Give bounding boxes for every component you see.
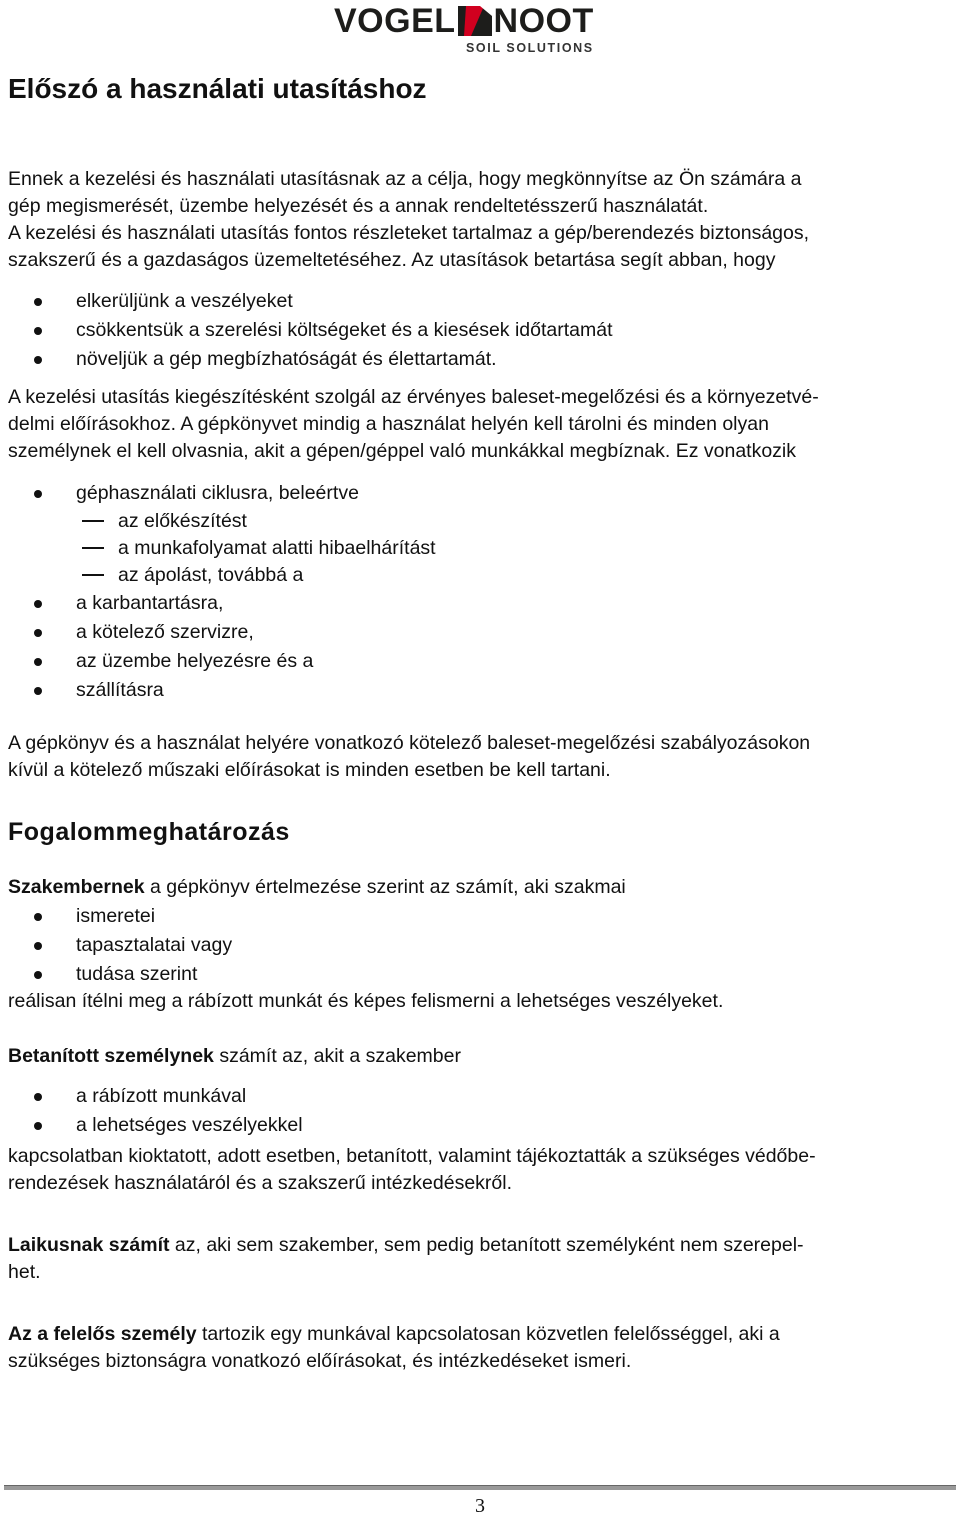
- closing-paragraph: [8, 730, 953, 784]
- bullet-icon: [34, 942, 42, 950]
- list-item: ismeretei: [0, 902, 232, 931]
- bullet-icon: [34, 913, 42, 921]
- logo-tagline: SOIL SOLUTIONS: [466, 41, 594, 55]
- trained-definition: Betanított személynek számít az, akit a szakember: [8, 1045, 461, 1067]
- bullet-icon: [34, 687, 42, 695]
- bullet-icon: [34, 327, 42, 335]
- bullet-icon: [34, 629, 42, 637]
- logo-brand-left: VOGEL: [334, 2, 456, 40]
- bullet-icon: [34, 1093, 42, 1101]
- text-line: kívül a kötelező műszaki előírásokat is minden esetben be kell tartani.: [8, 759, 611, 781]
- list-item: tapasztalatai vagy: [0, 931, 232, 960]
- supplement-paragraph: [8, 384, 953, 465]
- dash-icon: [82, 547, 104, 549]
- list-item: szállításra: [0, 676, 436, 705]
- page-title: Előszó a használati utasításhoz: [8, 73, 427, 104]
- section-title: Fogalommeghatározás: [8, 818, 290, 846]
- bullet-icon: [34, 490, 42, 498]
- expert-definition: Szakembernek a gépkönyv értelmezése szerint az számít, aki szakmai: [8, 876, 626, 898]
- text-line: személynek el kell olvasnia, akit a gépen/géppel való munkákkal megbíznak. Ez vonatkozik: [8, 440, 797, 462]
- text-line: gép megismerését, üzembe helyezését és a annak rendeltetésszerű használatát.: [8, 195, 709, 217]
- page-number: 3: [475, 1495, 485, 1517]
- sub-list-item: az előkészítést: [0, 508, 436, 535]
- trained-topics-list: [0, 1082, 303, 1140]
- term-trained: Betanított személynek: [8, 1045, 214, 1067]
- expert-definition-end: reálisan ítélni meg a rábízott munkát és képes felismerni a lehetséges veszélyeket.: [8, 990, 724, 1012]
- logo-mark-icon: [458, 4, 492, 36]
- bullet-icon: [34, 1122, 42, 1130]
- footer-divider: [4, 1485, 956, 1490]
- list-item: elkerüljünk a veszélyeket: [0, 287, 613, 316]
- text-line: A kezelési és használati utasítás fontos részleteket tartalmaz a gép/berendezés biztonságos,: [8, 222, 810, 244]
- goals-list: [0, 287, 613, 374]
- list-item: az üzembe helyezésre és a: [0, 647, 436, 676]
- term-responsible: Az a felelős személy: [8, 1323, 197, 1345]
- term-expert: Szakembernek: [8, 876, 145, 898]
- bullet-icon: [34, 298, 42, 306]
- scope-list: [0, 479, 436, 705]
- text-line: A gépkönyv és a használat helyére vonatkozó kötelező baleset-megelőzési szabályozásokon: [8, 732, 811, 754]
- list-item: a karbantartásra,: [0, 589, 436, 618]
- sub-list-item: az ápolást, továbbá a: [0, 562, 436, 589]
- sub-list-item: a munkafolyamat alatti hibaelhárítást: [0, 535, 436, 562]
- text-line: Ennek a kezelési és használati utasításnak az a célja, hogy megkönnyítse az Ön számára a: [8, 168, 802, 190]
- responsible-definition: Az a felelős személy tartozik egy munkával kapcsolatosan közvetlen felelősséggel, aki a szükséges biztonságra vonatkozó előírásokat, és intézkedéseket ismeri.: [8, 1323, 780, 1372]
- dash-icon: [82, 574, 104, 576]
- bullet-icon: [34, 356, 42, 364]
- text-line: szakszerű és a gazdaságos üzemeltetéséhez. Az utasítások betartása segít abban, hogy: [8, 249, 776, 271]
- text-line: delmi előírásokhoz. A gépkönyvet mindig a használat helyén kell tárolni és minden olyan: [8, 413, 769, 435]
- bullet-icon: [34, 971, 42, 979]
- intro-paragraph: [8, 166, 953, 274]
- expert-criteria-list: [0, 902, 232, 989]
- logo-brand-right: NOOT: [493, 2, 594, 40]
- term-layman: Laikusnak számít: [8, 1234, 170, 1256]
- layman-definition: Laikusnak számít az, aki sem szakember, sem pedig betanított személyként nem szerepel- het.: [8, 1234, 804, 1283]
- list-item: géphasználati ciklusra, beleértve: [0, 479, 436, 508]
- list-item: tudása szerint: [0, 960, 232, 989]
- list-item: csökkentsük a szerelési költségeket és a kiesések időtartamát: [0, 316, 613, 345]
- bullet-icon: [34, 658, 42, 666]
- list-item: a kötelező szervizre,: [0, 618, 436, 647]
- logo-wordmark: [334, 4, 626, 38]
- list-item: a rábízott munkával: [0, 1082, 303, 1111]
- list-item: növeljük a gép megbízhatóságát és élettartamát.: [0, 345, 613, 374]
- company-logo: [334, 4, 626, 56]
- trained-definition-end: kapcsolatban kioktatott, adott esetben, betanított, valamint tájékoztatták a szükséges védőbe- rendezések használatáról és a szakszerű intézkedésekről.: [8, 1145, 816, 1194]
- dash-icon: [82, 520, 104, 522]
- bullet-icon: [34, 600, 42, 608]
- text-line: A kezelési utasítás kiegészítésként szolgál az érvényes baleset-megelőzési és a környezetvé-: [8, 386, 819, 408]
- list-item: a lehetséges veszélyekkel: [0, 1111, 303, 1140]
